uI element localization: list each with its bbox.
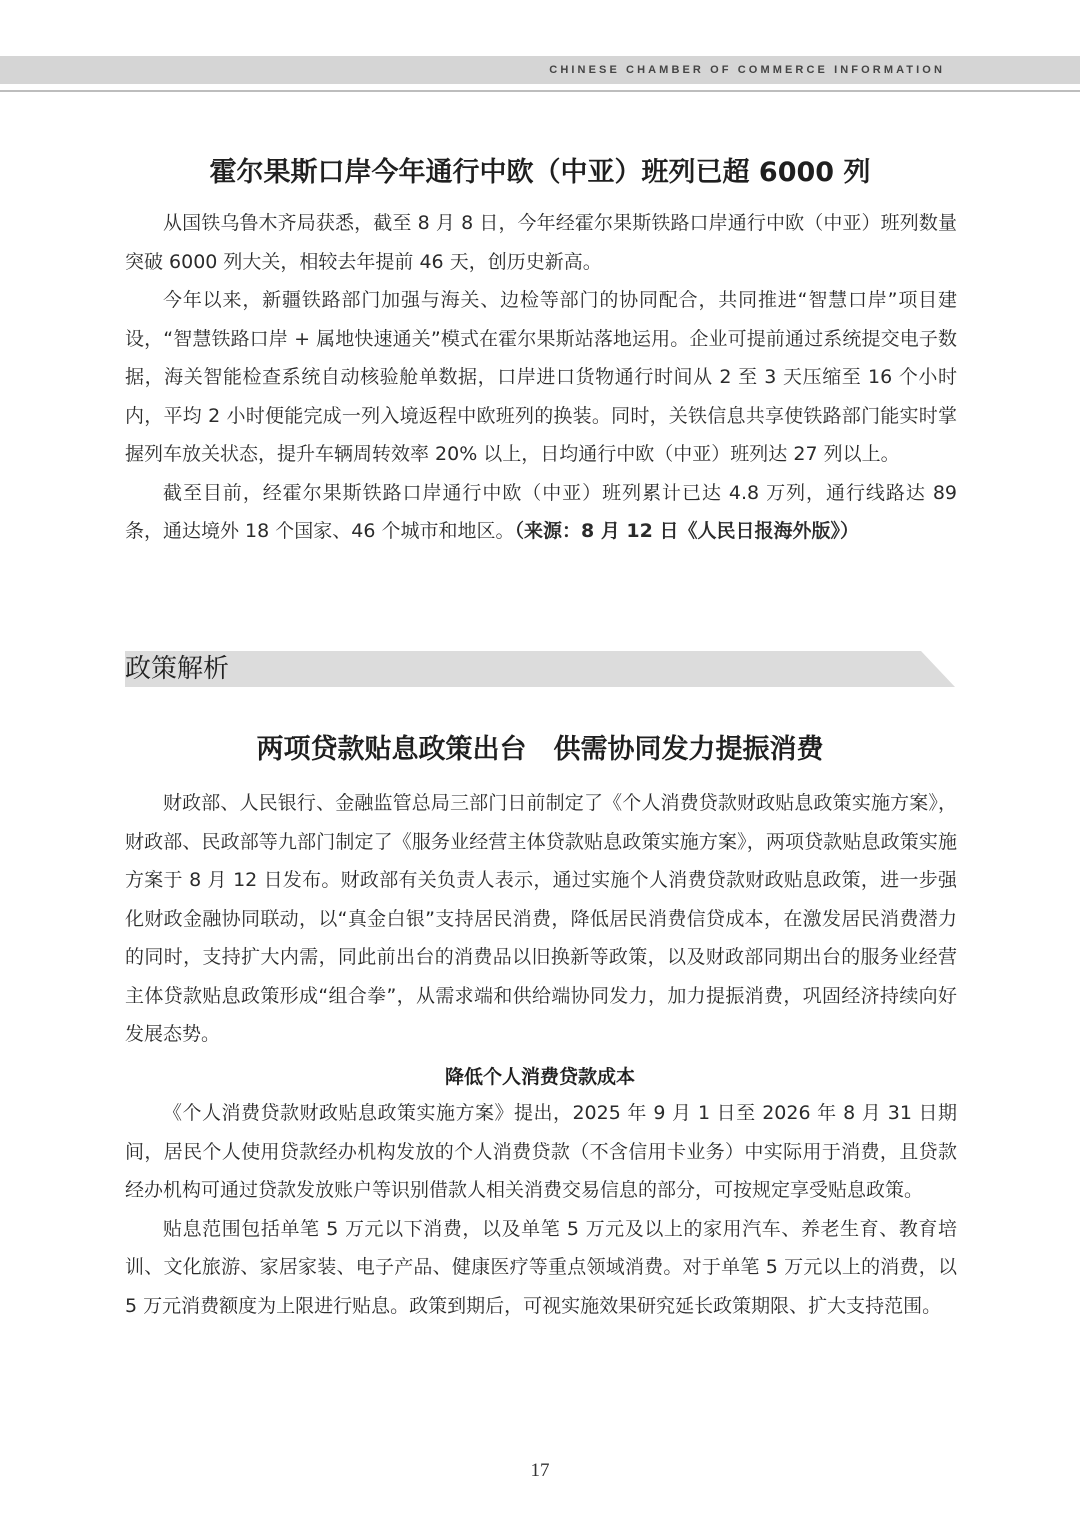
article-title: 霍尔果斯口岸今年通行中欧（中亚）班列已超 6000 列 [209, 157, 871, 188]
subheading: 降低个人消费贷款成本 [444, 1066, 635, 1088]
paragraph: 财政部、人民银行、金融监管总局三部门日前制定了《个人消费贷款财政贴息政策实施方案》，财政部、民政部等九部门制定了《服务业经营主体贷款贴息政策实施方案》，两项贷款贴息政策实施方案于 8 月 12 日发布。财政部有关负责人表示，通过实施个人消费贷款财政贴息政策，进一步强化财政金融协同联动，以“真金白银”支持居民消费，降低居民消费信贷成本，在激发居民消费潜力的同时，支持扩大内需，同此前出台的消费品以旧换新等政策，以及财政部同期出台的服务业经营主体贷款贴息政策形成“组合拳”，从需求端和供给端协同发力，加力提振消费，巩固经济持续向好发展态势。 [125, 792, 957, 1045]
paragraph: 从国铁乌鲁木齐局获悉，截至 8 月 8 日，今年经霍尔果斯铁路口岸通行中欧（中亚）班列数量突破 6000 列大关，相较去年提前 46 天，创历史新高。 [125, 212, 957, 273]
section-heading: 政策解析 [125, 654, 230, 684]
paragraph [125, 474, 957, 551]
paragraph: 贴息范围包括单笔 5 万元以下消费，以及单笔 5 万元及以上的家用汽车、养老生育、教育培训、文化旅游、家居家装、电子产品、健康医疗等重点领域消费。对于单笔 5 万元以上的消费，以 5 万元消费额度为上限进行贴息。政策到期后，可视实施效果研究延长政策期限、扩大支持范围。 [125, 1217, 957, 1317]
paragraph-text: 截至目前，经霍尔果斯铁路口岸通行中欧（中亚）班列累计已达 4.8 万列，通行线路达 89 条，通达境外 18 个国家、46 个城市和地区。 [125, 481, 957, 542]
article-title: 两项贷款贴息政策出台 供需协同发力提振消费 [256, 734, 824, 765]
source-citation: （来源：8 月 12 日《人民日报海外版》） [514, 520, 859, 542]
header-divider [0, 90, 1080, 92]
article-body [125, 204, 957, 551]
paragraph: 《个人消费贷款财政贴息政策实施方案》提出，2025 年 9 月 1 日至 2026 年 8 月 31 日期间，居民个人使用贷款经办机构发放的个人消费贷款（不含信用卡业务）中实际用于消费，且贷款经办机构可通过贷款发放账户等识别借款人相关消费交易信息的部分，可按规定享受贴息政策。 [125, 1102, 957, 1201]
article-body [125, 784, 957, 1054]
paragraph: 今年以来，新疆铁路部门加强与海关、边检等部门的协同配合，共同推进“智慧口岸”项目建设，“智慧铁路口岸 + 属地快速通关”模式在霍尔果斯站落地运用。企业可提前通过系统提交电子数据，海关智能检查系统自动核验舱单数据，口岸进口货物通行时间从 2 至 3 天压缩至 16 个小时内，平均 2 小时便能完成一列入境返程中欧班列的换装。同时，关铁信息共享使铁路部门能实时掌握列车放关状态，提升车辆周转效率 20% 以上，日均通行中欧（中亚）班列达 27 列以上。 [125, 289, 957, 465]
section-band [125, 651, 955, 687]
article-body [125, 1094, 957, 1325]
page-number: 17 [530, 1460, 550, 1481]
publication-banner: CHINESE CHAMBER OF COMMERCE INFORMATION [549, 64, 945, 76]
